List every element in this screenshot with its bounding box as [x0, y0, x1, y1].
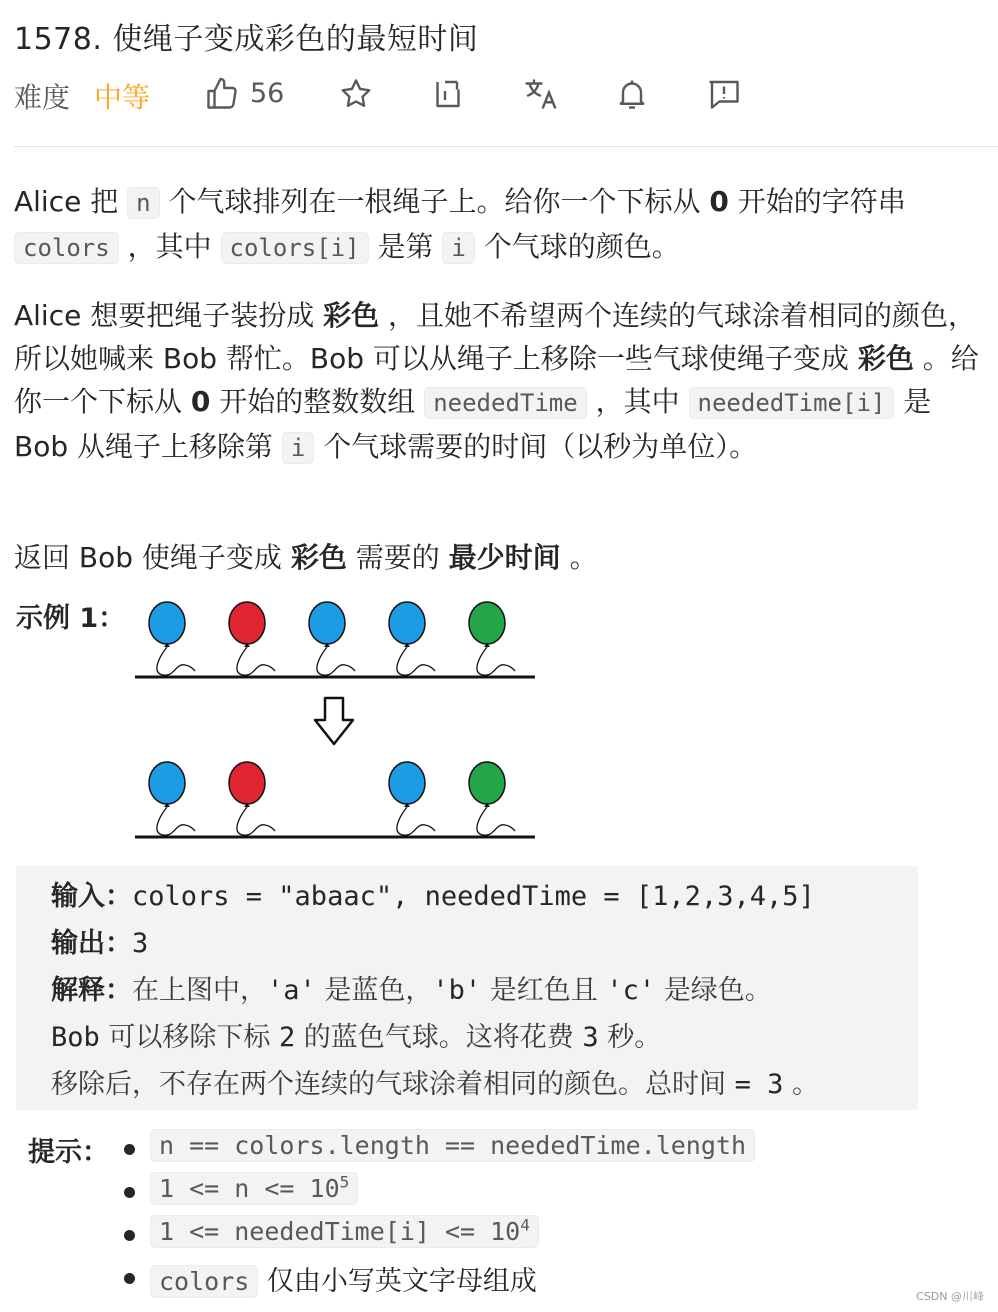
code-text: 1 <= n <= 10 [159, 1174, 340, 1204]
red-balloon [229, 602, 275, 675]
bullet [124, 1230, 135, 1241]
text: 是红色且 [481, 975, 607, 1006]
share-icon[interactable] [430, 76, 466, 112]
bold-text: 0 [709, 185, 729, 218]
input-label: 输入： [51, 881, 132, 912]
text: 。给你一个下标从 [14, 342, 979, 418]
text: 是第 [368, 230, 443, 263]
text: 需要的 [346, 541, 449, 574]
divider [14, 146, 998, 147]
blue-balloon [149, 602, 195, 675]
hints-label: 提示： [28, 1137, 109, 1168]
output-value: 3 [132, 928, 149, 959]
bold-text: 最少时间 [448, 541, 561, 574]
code-text: 2 [278, 1022, 296, 1053]
text: 开始的整数数组 [210, 385, 425, 418]
blue-balloon [389, 762, 435, 835]
code-text: 1 <= neededTime[i] <= 10 [159, 1217, 521, 1247]
down-arrow-icon [315, 698, 353, 744]
text: 可以移除下标 [99, 1022, 279, 1053]
example-label: 示例 1： [16, 603, 126, 634]
code-text: = 3 [734, 1069, 784, 1100]
green-balloon [469, 762, 515, 835]
problem-toolbar [14, 74, 994, 114]
text: ，其中 [586, 385, 689, 418]
text: 开始的字符串 [728, 185, 906, 218]
text: 。 [560, 541, 598, 574]
difficulty-label: 难度 [14, 81, 71, 114]
bullet [124, 1187, 135, 1198]
bullet [124, 1144, 135, 1155]
text: 返回 Bob 使绳子变成 [14, 541, 291, 574]
text: 个气球需要的时间（以秒为单位）。 [314, 430, 758, 463]
inline-code [150, 1172, 358, 1205]
explanation-line-1 [51, 968, 772, 1007]
code-text: 'a' [267, 975, 316, 1006]
text: 是绿色。 [655, 975, 772, 1006]
input-line [51, 874, 815, 913]
inline-code: colors [14, 232, 119, 264]
output-label: 输出： [51, 928, 132, 959]
bold-text: 彩色 [857, 342, 914, 375]
text: 在上图中， [132, 975, 267, 1006]
inline-code: colors[i] [221, 232, 369, 264]
text: 是蓝色， [315, 975, 433, 1006]
blue-balloon [149, 762, 195, 835]
problem-title: 1578. 使绳子变成彩色的最短时间 [14, 22, 479, 57]
text: 秒。 [598, 1022, 662, 1053]
explanation-line-2 [51, 1015, 661, 1054]
blue-balloon [389, 602, 435, 675]
text: Alice 想要把绳子装扮成 [14, 299, 324, 332]
input-value: colors = "abaac", neededTime = [1,2,3,4,5] [132, 881, 815, 912]
text: 移除后，不存在两个连续的气球涂着相同的颜色。总时间 [51, 1069, 735, 1100]
code-text: 3 [582, 1022, 599, 1053]
code-text: 'c' [606, 975, 656, 1006]
translate-icon[interactable] [522, 76, 558, 112]
watermark: CSDN @川峰 [916, 1290, 984, 1303]
superscript: 4 [520, 1216, 530, 1235]
balloon-illustration [120, 590, 550, 850]
likes-count: 56 [250, 78, 285, 109]
star-icon[interactable] [338, 76, 374, 112]
text: ，其中 [118, 230, 221, 263]
text: 的蓝色气球。这将花费 [295, 1022, 583, 1053]
text: ，且她不希望两个连续的气球涂着相同的颜色，所以她喊来 Bob 帮忙。Bob 可以从绳子上移除一些气球使绳子变成 [14, 299, 977, 375]
code-text: 'b' [432, 975, 482, 1006]
code-text: Bob [51, 1022, 100, 1053]
text: Alice 把 [14, 185, 128, 218]
explanation-label: 解释： [51, 975, 132, 1006]
bell-icon[interactable] [614, 76, 650, 112]
text: 个气球的颜色。 [474, 230, 680, 263]
red-balloon [229, 762, 275, 835]
difficulty-value: 中等 [94, 81, 151, 114]
output-line [51, 921, 148, 960]
blue-balloon [309, 602, 355, 675]
example-block [16, 866, 918, 1110]
feedback-icon[interactable] [706, 76, 742, 112]
text: 是 Bob 从绳子上移除第 [14, 385, 932, 463]
text: 仅由小写英文字母组成 [266, 1266, 537, 1297]
inline-code: colors [150, 1265, 258, 1298]
description-paragraph-1 [14, 180, 989, 270]
bullet [124, 1273, 135, 1284]
inline-code [150, 1215, 539, 1248]
inline-code: i [442, 232, 474, 264]
explanation-line-3 [51, 1062, 819, 1101]
bold-text: 0 [190, 385, 211, 418]
text: 。 [783, 1069, 819, 1100]
description-paragraph-3 [14, 536, 989, 579]
thumbs-up-icon[interactable] [204, 76, 240, 112]
superscript: 5 [339, 1173, 350, 1192]
inline-code: n [127, 187, 159, 219]
inline-code: neededTime[i] [689, 387, 895, 419]
bold-text: 彩色 [323, 299, 380, 332]
green-balloon [469, 602, 515, 675]
bold-text: 彩色 [290, 541, 347, 574]
text: 个气球排列在一根绳子上。给你一个下标从 [159, 185, 710, 218]
inline-code: neededTime [424, 387, 587, 419]
inline-code: n == colors.length == neededTime.length [150, 1129, 755, 1162]
inline-code: i [282, 432, 314, 464]
description-paragraph-2 [14, 294, 989, 470]
